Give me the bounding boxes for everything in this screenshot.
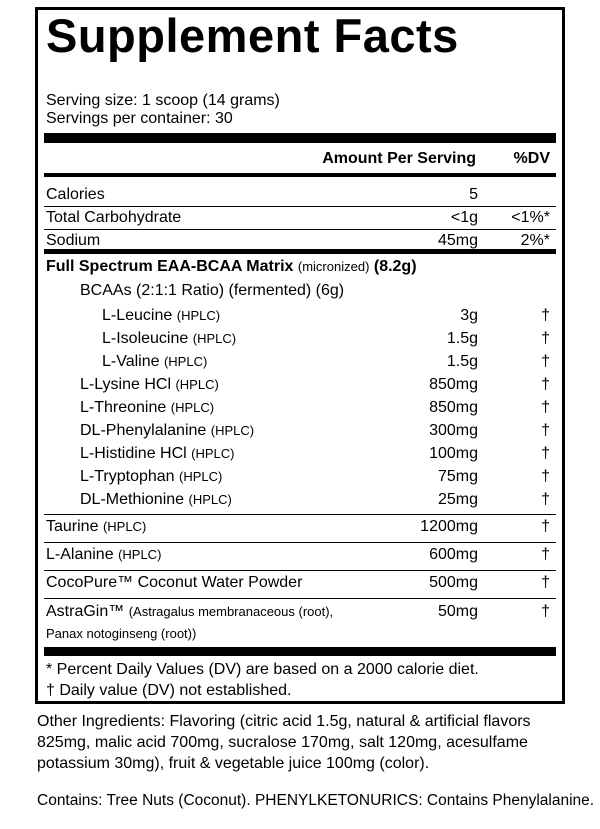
serving-size: Serving size: 1 scoop (14 grams) [46, 92, 280, 109]
ingredient-amount: 75mg [437, 468, 478, 485]
ingredient-name: DL-Phenylalanine [80, 422, 207, 439]
medium-divider [44, 249, 556, 254]
ingredient-row [46, 444, 554, 464]
thick-divider [44, 647, 556, 656]
ingredient-amount: 1200mg [420, 518, 478, 535]
nutrient-row [46, 185, 554, 205]
medium-divider [44, 173, 556, 177]
amount-header: Amount Per Serving [322, 150, 476, 167]
ingredient-amount: 5 [469, 186, 478, 203]
ingredient-row [46, 490, 554, 510]
ingredient-amount: 25mg [437, 491, 478, 508]
ingredient-dv: † [541, 603, 550, 620]
ingredient-dv: † [541, 491, 550, 508]
ingredient-amount: 3g [460, 307, 478, 324]
ingredient-dv: † [541, 445, 550, 462]
ingredient-dv: † [541, 330, 550, 347]
panel-title: Supplement Facts [46, 9, 459, 62]
ingredient-row [46, 352, 554, 372]
ingredient-row [46, 398, 554, 418]
ingredient-name: L-Valine [102, 353, 160, 370]
ingredient-name: L-Isoleucine [102, 330, 189, 347]
ingredient-name: Calories [46, 186, 105, 203]
ingredient-amount: 600mg [429, 546, 478, 563]
ingredient-note: (HPLC) [210, 423, 255, 438]
other-ingredients: Other Ingredients: Flavoring (citric acid 1.5g, natural & artificial flavors 825mg, malic acid 700mg, sucralose 170mg, salt 120mg, acesulfame potassium 30mg), fruit & vegetable juice 100mg (color). [37, 713, 531, 772]
ingredient-amount: 500mg [429, 574, 478, 591]
matrix-name: Full Spectrum EAA-BCAA Matrix [46, 258, 294, 275]
thick-divider [44, 133, 556, 143]
ingredient-note: (HPLC) [118, 547, 162, 562]
ingredient-name: L-Lysine HCl [80, 376, 171, 393]
astragin-row [46, 602, 554, 642]
ingredient-amount: 1.5g [446, 353, 478, 370]
ingredient-name: Total Carbohydrate [46, 209, 182, 226]
ingredient-amount: 45mg [437, 232, 478, 249]
ingredient-name: L-Leucine [102, 307, 173, 324]
ingredient-note: (HPLC) [102, 519, 147, 534]
ingredient-note: (HPLC) [170, 400, 215, 415]
ingredient-note: (HPLC) [175, 377, 219, 392]
ingredient-note: (HPLC) [176, 308, 221, 323]
thin-divider [44, 542, 556, 543]
ingredient-amount: 850mg [429, 399, 478, 416]
ingredient-dv: † [541, 353, 550, 370]
ingredient-row [46, 573, 554, 593]
ingredient-name: L-Histidine HCl [80, 445, 187, 462]
ingredient-amount: 300mg [429, 422, 478, 439]
ingredient-name: L-Alanine [46, 546, 114, 563]
thin-divider [44, 206, 556, 207]
bcaa-heading: BCAAs (2:1:1 Ratio) (fermented) (6g) [80, 282, 345, 299]
thin-divider [44, 514, 556, 515]
ingredient-note-line2: Panax notoginseng (root)) [46, 626, 197, 641]
ingredient-row [46, 545, 554, 565]
thin-divider [44, 229, 556, 230]
ingredient-name: L-Threonine [80, 399, 167, 416]
ingredient-row [46, 306, 554, 326]
ingredient-dv: † [541, 546, 550, 563]
ingredient-note: (Astragalus membranaceous (root), [128, 604, 334, 619]
ingredient-name: DL-Methionine [80, 491, 185, 508]
ingredient-row [46, 375, 554, 395]
ingredient-name: Taurine [46, 518, 99, 535]
ingredient-note: (HPLC) [179, 469, 223, 484]
ingredient-note: (HPLC) [188, 492, 232, 507]
ingredient-note: (HPLC) [163, 354, 208, 369]
ingredient-name: L-Tryptophan [80, 468, 175, 485]
nutrient-row [46, 208, 554, 228]
ingredient-amount: 850mg [429, 376, 478, 393]
allergen-statement: Contains: Tree Nuts (Coconut). PHENYLKETONURICS: Contains Phenylalanine. [37, 792, 595, 809]
matrix-heading [46, 257, 417, 277]
ingredient-dv: † [541, 574, 550, 591]
servings-per-container: Servings per container: 30 [46, 110, 233, 127]
ingredient-dv: † [541, 518, 550, 535]
dv-header: %DV [513, 150, 550, 167]
ingredient-dv: <1%* [511, 209, 550, 226]
ingredient-amount: 100mg [429, 445, 478, 462]
dagger-footnote: † Daily value (DV) not established. [46, 682, 292, 699]
matrix-note: (micronized) [297, 259, 370, 274]
column-header [46, 149, 554, 169]
ingredient-name: Sodium [46, 232, 101, 249]
ingredient-dv: † [541, 422, 550, 439]
ingredient-row [46, 467, 554, 487]
ingredient-amount: 1.5g [446, 330, 478, 347]
ingredient-dv: † [541, 468, 550, 485]
ingredient-row [46, 517, 554, 537]
ingredient-dv: 2%* [520, 232, 550, 249]
ingredient-dv: † [541, 399, 550, 416]
thin-divider [44, 598, 556, 599]
matrix-amount: (8.2g) [373, 258, 417, 275]
supplement-facts-panel [35, 7, 565, 704]
nutrient-row [46, 231, 554, 251]
ingredient-row [46, 421, 554, 441]
ingredient-amount: <1g [450, 209, 478, 226]
ingredient-amount: 50mg [437, 603, 478, 620]
ingredient-name: AstraGin™ [46, 603, 125, 620]
ingredient-row [46, 329, 554, 349]
ingredient-note: (HPLC) [191, 446, 235, 461]
dv-footnote: * Percent Daily Values (DV) are based on a 2000 calorie diet. [46, 661, 479, 678]
ingredient-dv: † [541, 307, 550, 324]
thin-divider [44, 570, 556, 571]
ingredient-note: (HPLC) [192, 331, 237, 346]
ingredient-dv: † [541, 376, 550, 393]
ingredient-name: CocoPure™ Coconut Water Powder [46, 574, 303, 591]
